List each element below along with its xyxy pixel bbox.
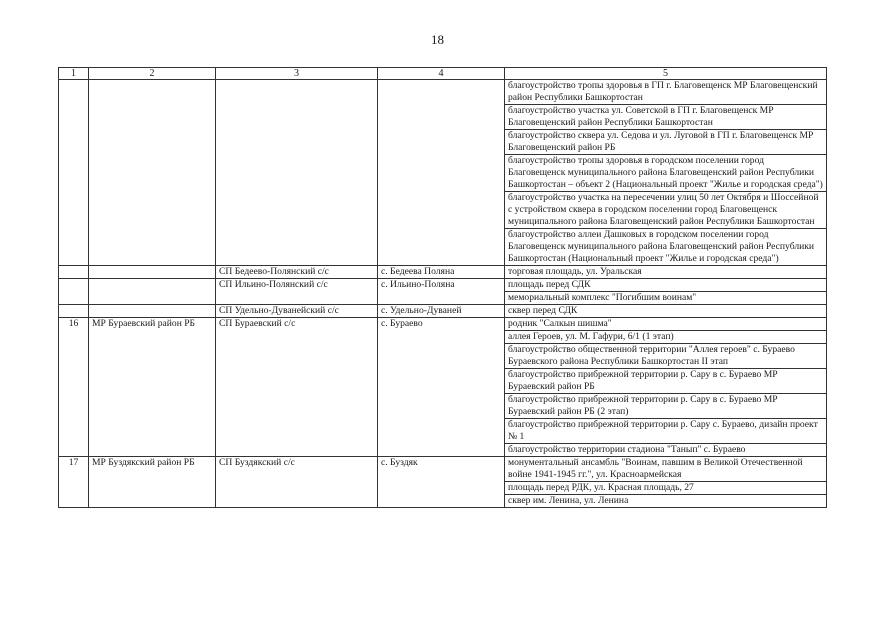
object-entry: сквер им. Ленина, ул. Ленина bbox=[508, 495, 629, 506]
object-entry: сквер перед СДК bbox=[508, 305, 578, 316]
district-cell: МР Буздякский район РБ bbox=[89, 457, 216, 508]
row-number: 17 bbox=[59, 457, 89, 508]
object-entry: благоустройство аллеи Дашковых в городском поселении город Благовещенск муниципального района Благовещенский район Республики Башкортостан (Национальный проект "Жилье и городская среда") bbox=[508, 229, 815, 264]
object-entry: благоустройство тропы здоровья в ГП г. Благовещенск МР Благовещенский район Республики Башкортостан bbox=[505, 80, 826, 105]
table-row bbox=[59, 318, 827, 457]
object-entry: родник "Салкын шишма" bbox=[505, 318, 826, 331]
object-entry: монументальный ансамбль "Воинам, павшим в Великой Отечественной войне 1941-1945 гг.", ул. Красноармейская bbox=[505, 457, 826, 482]
settlement-cell: СП Буздякский с/с bbox=[216, 457, 378, 508]
locality-cell bbox=[378, 80, 505, 266]
header-cell-1: 1 bbox=[59, 68, 89, 80]
object-entry: благоустройство общественной территории "Аллея героев" с. Бураево Бураевского района Республики Башкортостан II этап bbox=[505, 344, 826, 369]
object-entry: аллея Героев, ул. М. Гафури, 6/1 (1 этап) bbox=[505, 331, 826, 344]
objects-cell bbox=[505, 279, 827, 305]
locality-cell: с. Бураево bbox=[378, 318, 505, 457]
district-cell bbox=[89, 80, 216, 266]
row-number: 16 bbox=[59, 318, 89, 457]
row-number bbox=[59, 80, 89, 266]
settlement-cell: СП Удельно-Дуванейский с/с bbox=[216, 305, 378, 318]
district-cell bbox=[89, 279, 216, 305]
object-entry: благоустройство прибрежной территории р. Сару с. Бураево, дизайн проект № 1 bbox=[505, 419, 826, 444]
header-cell-5: 5 bbox=[505, 68, 827, 80]
object-entry: благоустройство участка на пересечении улиц 50 лет Октября и Шоссейной с устройством сквера в городском поселении город Благовещенск муниципального района Благовещенский район Республики Башкортостан bbox=[505, 192, 826, 229]
header-cell-2: 2 bbox=[89, 68, 216, 80]
object-entry: торговая площадь, ул. Уральская bbox=[508, 266, 642, 277]
row-number bbox=[59, 266, 89, 279]
settlement-cell bbox=[216, 80, 378, 266]
objects-cell bbox=[505, 457, 827, 508]
row-number bbox=[59, 305, 89, 318]
object-entry: мемориальный комплекс "Погибшим воинам" bbox=[508, 292, 697, 303]
table-row bbox=[59, 80, 827, 266]
object-entry: благоустройство участка ул. Советской в ГП г. Благовещенск МР Благовещенский район Республики Башкортостан bbox=[505, 105, 826, 130]
object-entry: благоустройство сквера ул. Седова и ул. Луговой в ГП г. Благовещенск МР Благовещенский район РБ bbox=[505, 130, 826, 155]
locality-cell: с. Ильино-Поляна bbox=[378, 279, 505, 305]
header-cell-3: 3 bbox=[216, 68, 378, 80]
row-number bbox=[59, 279, 89, 305]
objects-cell bbox=[505, 305, 827, 318]
district-cell bbox=[89, 305, 216, 318]
registry-table bbox=[58, 67, 827, 508]
object-entry: благоустройство территории стадиона "Танып" с. Бураево bbox=[508, 444, 746, 455]
settlement-cell: СП Бураевский с/с bbox=[216, 318, 378, 457]
objects-cell bbox=[505, 318, 827, 457]
settlement-cell: СП Ильино-Полянский с/с bbox=[216, 279, 378, 305]
object-entry: благоустройство прибрежной территории р. Сару в с. Бураево МР Бураевский район РБ (2 этап) bbox=[505, 394, 826, 419]
header-cell-4: 4 bbox=[378, 68, 505, 80]
table-row bbox=[59, 266, 827, 279]
objects-cell bbox=[505, 80, 827, 266]
locality-cell: с. Буздяк bbox=[378, 457, 505, 508]
district-cell: МР Бураевский район РБ bbox=[89, 318, 216, 457]
locality-cell: с. Удельно-Дуваней bbox=[378, 305, 505, 318]
table-row bbox=[59, 279, 827, 305]
table-row bbox=[59, 457, 827, 508]
object-entry: площадь перед РДК, ул. Красная площадь, 27 bbox=[505, 482, 826, 495]
district-cell bbox=[89, 266, 216, 279]
object-entry: благоустройство тропы здоровья в городском поселении город Благовещенск муниципального района Благовещенский район Республики Башкортостан – объект 2 (Национальный проект "Жилье и городская среда") bbox=[505, 155, 826, 192]
table-header-row bbox=[59, 68, 827, 80]
objects-cell bbox=[505, 266, 827, 279]
locality-cell: с. Бедеева Поляна bbox=[378, 266, 505, 279]
table-row bbox=[59, 305, 827, 318]
settlement-cell: СП Бедеево-Полянский с/с bbox=[216, 266, 378, 279]
page-number: 18 bbox=[431, 32, 444, 47]
object-entry: благоустройство прибрежной территории р. Сару в с. Бураево МР Бураевский район РБ bbox=[505, 369, 826, 394]
object-entry: площадь перед СДК bbox=[505, 279, 826, 292]
